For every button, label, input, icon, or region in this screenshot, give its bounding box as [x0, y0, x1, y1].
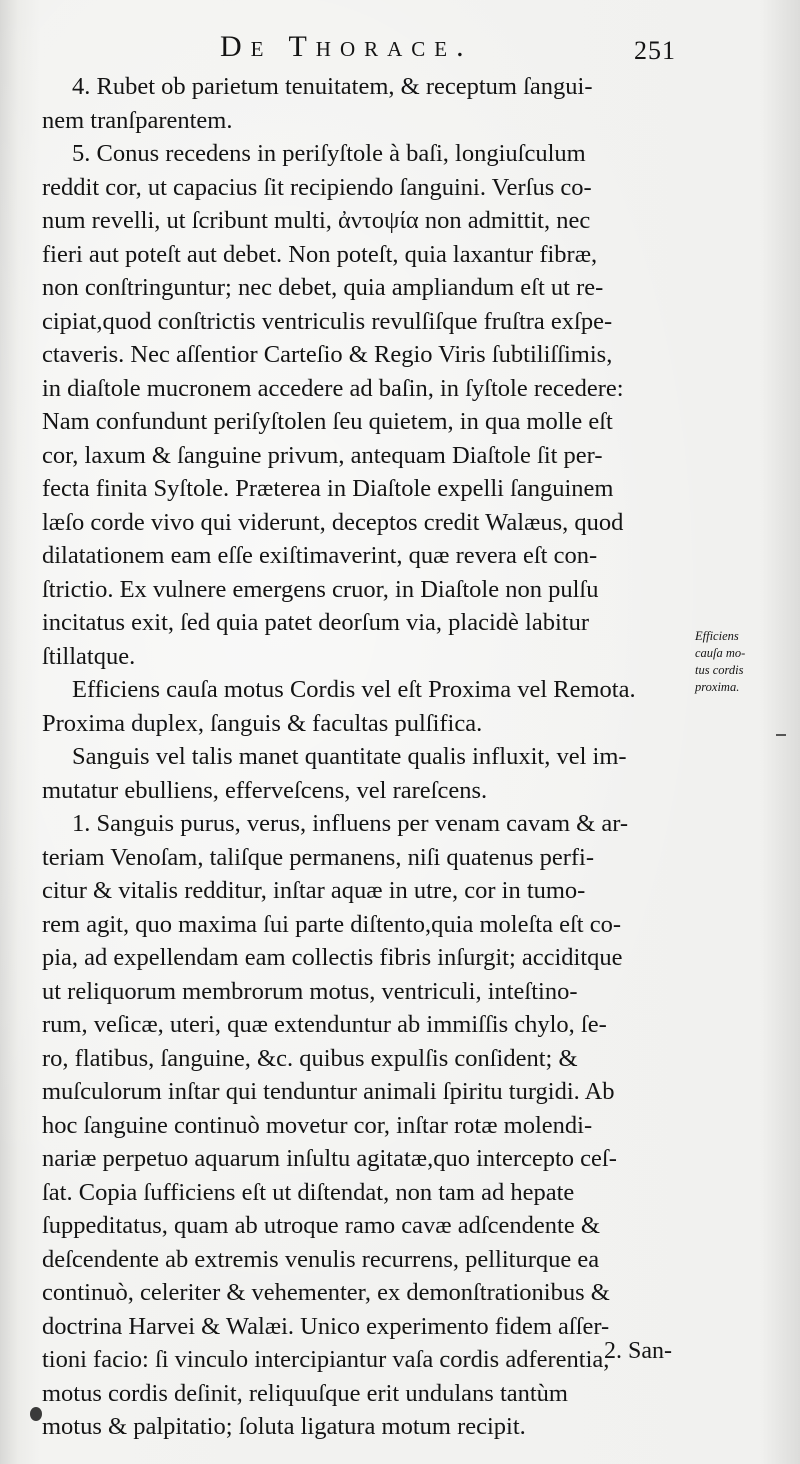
text-line: cor, laxum & ſanguine privum, antequam Diaſtole ſit per-: [42, 441, 603, 469]
text-line: in diaſtole mucronem accedere ad baſin, in ſyſtole recedere:: [42, 374, 624, 402]
text-line: fieri aut poteſt aut debet. Non poteſt, quia laxantur fibræ,: [42, 240, 598, 268]
text-line: motus cordis deſinit, reliquuſque erit undulans tantùm: [42, 1379, 568, 1407]
text-line: Nam confundunt periſyſtolen ſeu quietem, in qua molle eſt: [42, 408, 613, 435]
marginal-note-line: proxima.: [695, 680, 740, 694]
text-line: non conſtringuntur; nec debet, quia ampliandum eſt ut re-: [42, 274, 604, 301]
text-line: dilatationem eam eſſe exiſtimaverint, quæ revera eſt con-: [42, 542, 598, 569]
text-line: ſuppeditatus, quam ab utroque ramo cavæ adſcendente &: [42, 1212, 600, 1239]
text-line: ctaveris. Nec aſſentior Carteſio & Regio Viris ſubtiliſſimis,: [42, 341, 613, 368]
text-line: rum, veſicæ, uteri, quæ extenduntur ab immiſſis chylo, ſe-: [42, 1011, 607, 1038]
text-line: nem tranſparentem.: [42, 106, 233, 134]
text-line: ſat. Copia ſufficiens eſt ut diſtendat, non tam ad hepate: [42, 1178, 575, 1206]
text-line: ut reliquorum membrorum motus, ventriculi, inteſtino-: [42, 977, 578, 1005]
text-line: 4. Rubet ob parietum tenuitatem, & receptum ſangui-: [72, 73, 593, 100]
text-line: deſcendente ab extremis venulis recurrens, pelliturque ea: [42, 1245, 600, 1273]
text-line: Efficiens cauſa motus Cordis vel eſt Proxima vel Remota.: [72, 676, 636, 703]
text-line: muſculorum inſtar qui tenduntur animali ſpiritu turgidi. Ab: [42, 1078, 615, 1105]
running-title: De Thorace.: [220, 30, 473, 63]
text-line: teriam Venoſam, taliſque permanens, niſi quatenus perfi-: [42, 843, 594, 871]
text-line: nariæ perpetuo aquarum inſultu agitatæ,quo intercepto ceſ-: [42, 1145, 617, 1172]
margin-dash: [776, 734, 786, 736]
text-line: rem agit, quo maxima ſui parte diſtento,quia moleſta eſt co-: [42, 910, 621, 938]
marginal-note-line: cauſa mo-: [695, 646, 746, 660]
text-line: continuò, celeriter & vehementer, ex demonſtrationibus &: [42, 1279, 610, 1306]
page-number: 251: [634, 36, 676, 65]
text-line: motus & palpitatio; ſoluta ligatura motum recipit.: [42, 1413, 526, 1440]
page-header: [0, 30, 800, 66]
marginal-note-line: tus cordis: [695, 663, 744, 677]
text-line: citur & vitalis redditur, inſtar aquæ in utre, cor in tumo-: [42, 877, 586, 904]
text-block: [42, 70, 700, 1444]
text-line: Sanguis vel talis manet quantitate qualis influxit, vel im-: [72, 743, 627, 770]
ink-blot: [30, 1407, 42, 1421]
text-line: num revelli, ut ſcribunt multi, ἀντοψία non admittit, nec: [42, 207, 591, 234]
text-line: 1. Sanguis purus, verus, influens per venam cavam & ar-: [72, 810, 629, 837]
text-line: reddit cor, ut capacius ſit recipiendo ſanguini. Verſus co-: [42, 173, 592, 201]
marginal-note-line: Efficiens: [695, 629, 739, 643]
text-line: mutatur ebulliens, efferveſcens, vel rareſcens.: [42, 776, 488, 804]
text-line: 5. Conus recedens in periſyſtole à baſi, longiuſculum: [72, 140, 586, 167]
text-line: pia, ad expellendam eam collectis fibris inſurgit; acciditque: [42, 944, 623, 971]
marginal-note: [695, 628, 775, 696]
text-line: doctrina Harvei & Walæi. Unico experimento fidem aſſer-: [42, 1312, 610, 1340]
text-line: ro, flatibus, ſanguine, &c. quibus expulſis conſident; &: [42, 1044, 578, 1072]
catchword: 2. San-: [604, 1338, 672, 1364]
text-line: læſo corde vivo qui viderunt, deceptos credit Walæus, quod: [42, 508, 624, 536]
text-line: hoc ſanguine continuò movetur cor, inſtar rotæ molendi-: [42, 1111, 593, 1139]
text-line: Proxima duplex, ſanguis & facultas pulſifica.: [42, 709, 483, 737]
text-line: fecta finita Syſtole. Præterea in Diaſtole expelli ſanguinem: [42, 475, 614, 502]
text-line: ſtillatque.: [42, 642, 136, 670]
text-line: incitatus exit, ſed quia patet deorſum via, placidè labitur: [42, 609, 589, 636]
text-line: ſtrictio. Ex vulnere emergens cruor, in Diaſtole non pulſu: [42, 575, 599, 603]
text-line: cipiat,quod conſtrictis ventriculis revulſiſque fruſtra exſpe-: [42, 307, 613, 335]
text-line: tioni facio: ſi vinculo intercipiantur vaſa cordis adferentia,: [42, 1346, 610, 1373]
